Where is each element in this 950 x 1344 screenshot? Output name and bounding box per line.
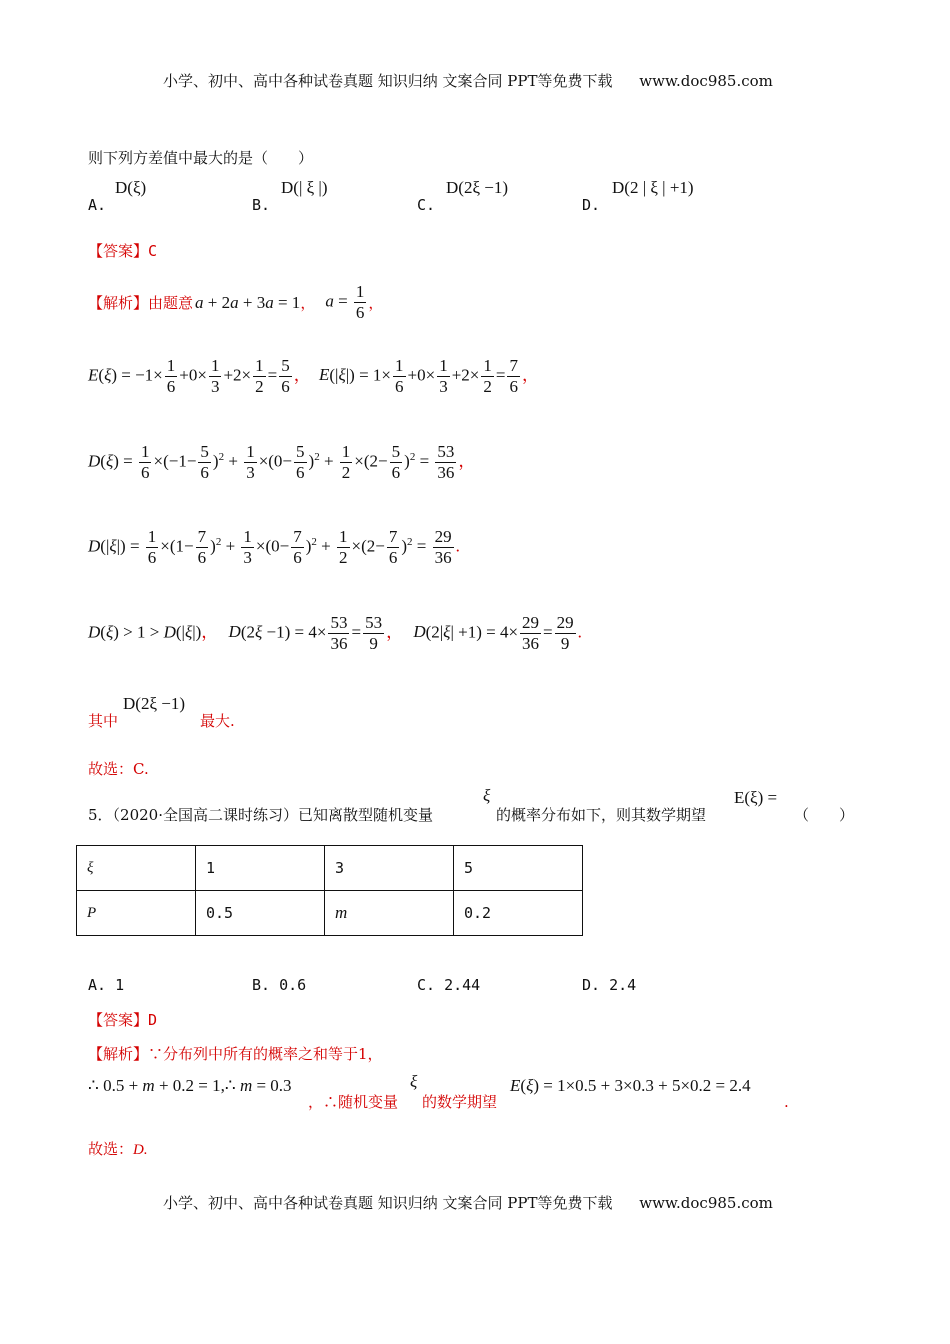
table-cell: m	[325, 891, 454, 936]
q5-stem-expr: E(ξ) =	[734, 788, 778, 807]
table-cell: 0.2	[454, 891, 583, 936]
q5-line2-mid: ，∴随机变量	[308, 1093, 399, 1111]
q4-option-d-expr: D(2 | ξ | +1)	[612, 178, 694, 197]
q5-option-d: D. 2.4	[582, 976, 637, 994]
q4-answer	[88, 240, 157, 261]
q5-stem-var: ξ	[483, 786, 491, 805]
q4-option-c-letter: C.	[417, 196, 436, 214]
header-text: 小学、初中、高中各种试卷真题 知识归纳 文案合同 PPT等免费下载	[163, 72, 613, 90]
conclusion-suffix: 最大.	[200, 712, 235, 730]
eq-a: a = $\frac{1}{6}$	[325, 282, 365, 322]
q4-option-b-expr: D(| ξ |)	[281, 178, 328, 197]
table-row	[77, 891, 583, 936]
q4-option-a-letter: A.	[88, 196, 107, 214]
q5-option-a: A. 1	[88, 976, 125, 994]
eq-sum: a + 2a + 3a = 1	[195, 292, 301, 312]
q5-line2-var: ξ	[410, 1072, 418, 1091]
answer-label: 【答案】	[88, 242, 149, 260]
q4-choose: 故选：C.	[88, 760, 149, 778]
analysis-text: ∵分布列中所有的概率之和等于1，	[148, 1045, 383, 1063]
analysis-lead: 由题意	[148, 294, 194, 312]
q4-stem: 则下列方差值中最大的是（ ）	[88, 149, 314, 167]
distribution-table	[76, 845, 583, 936]
table-cell: ξ	[77, 846, 196, 891]
q4-option-a-expr: D(ξ)	[115, 178, 147, 197]
eq-variance-abs-xi: D(|ξ|) = $\frac{1}{6}$ ×(1− $\frac{7}{6}$ )$^2$ + $\frac{1}{3}$ ×(0− $\frac{7}{6}$ )$^2$ + $\frac{1}{2}$ ×(2− $\frac{7}{6}$ )$^2$ = $\frac{29}{36}$ .	[88, 527, 460, 567]
q5-stem-middle: 的概率分布如下，则其数学期望	[496, 806, 707, 824]
q5-stem-prefix: 5．（2020·全国高二课时练习）已知离散型随机变量	[88, 806, 433, 824]
footer-text: 小学、初中、高中各种试卷真题 知识归纳 文案合同 PPT等免费下载	[163, 1194, 613, 1212]
eq-q5-expectation: E(ξ) = 1×0.5 + 3×0.3 + 5×0.2 = 2.4	[510, 1076, 751, 1095]
table-cell: 1	[196, 846, 325, 891]
eq-q5-sum: ∴ 0.5 + m + 0.2 = 1,∴ m = 0.3	[88, 1076, 292, 1095]
q5-answer	[88, 1009, 157, 1030]
q5-period: .	[784, 1093, 789, 1111]
q5-line2-tail: 的数学期望	[422, 1093, 498, 1111]
footer-url[interactable]: www.doc985.com	[639, 1194, 773, 1212]
table-row	[77, 846, 583, 891]
answer-value: C	[148, 242, 158, 260]
page-footer	[163, 1192, 773, 1213]
table-cell: 5	[454, 846, 583, 891]
conclusion-expr: D(2ξ −1)	[123, 694, 186, 713]
q4-option-b-letter: B.	[252, 196, 271, 214]
eq-comparison: D(ξ) > 1 > D(|ξ|)， D(2ξ −1) = 4× $\frac{53}{36}$ = $\frac{53}{9}$ ， D(2|ξ| +1) = 4× $\frac{29}{36}$ = $\frac{29}{9}$ .	[88, 613, 582, 653]
q5-choose: 故选：D.	[88, 1140, 148, 1158]
eq-expectations: E(ξ) = −1× $\frac{1}{6}$ +0× $\frac{1}{3}$ +2× $\frac{1}{2}$ = $\frac{5}{6}$ ， E(|ξ|) = 1× $\frac{1}{6}$ +0× $\frac{1}{3}$ +2× $\frac{1}{2}$ = $\frac{7}{6}$ ，	[88, 356, 539, 396]
analysis-label: 【解析】	[88, 294, 149, 312]
q4-option-d-letter: D.	[582, 196, 601, 214]
q4-analysis-line1: 【解析】 由题意 a + 2a + 3a = 1 ， a = $\frac{1}{6}$ ，	[88, 282, 384, 322]
table-cell: 0.5	[196, 891, 325, 936]
table-cell: P	[77, 891, 196, 936]
q5-analysis-line1	[88, 1043, 383, 1064]
analysis-label: 【解析】	[88, 1045, 149, 1063]
q4-option-c-expr: D(2ξ −1)	[446, 178, 509, 197]
answer-value: D	[148, 1011, 158, 1029]
q5-option-c: C. 2.44	[417, 976, 481, 994]
header-url[interactable]: www.doc985.com	[639, 72, 773, 90]
answer-label: 【答案】	[88, 1011, 149, 1029]
table-cell: 3	[325, 846, 454, 891]
q5-stem-paren: （ ）	[794, 806, 855, 824]
page-header	[163, 70, 773, 91]
q5-option-b: B. 0.6	[252, 976, 307, 994]
eq-variance-xi: D(ξ) = $\frac{1}{6}$ ×(−1− $\frac{5}{6}$ )$^2$ + $\frac{1}{3}$ ×(0− $\frac{5}{6}$ )$^2$ + $\frac{1}{2}$ ×(2− $\frac{5}{6}$ )$^2$ = $\frac{53}{36}$ ，	[88, 442, 476, 482]
conclusion-prefix: 其中	[88, 712, 119, 730]
